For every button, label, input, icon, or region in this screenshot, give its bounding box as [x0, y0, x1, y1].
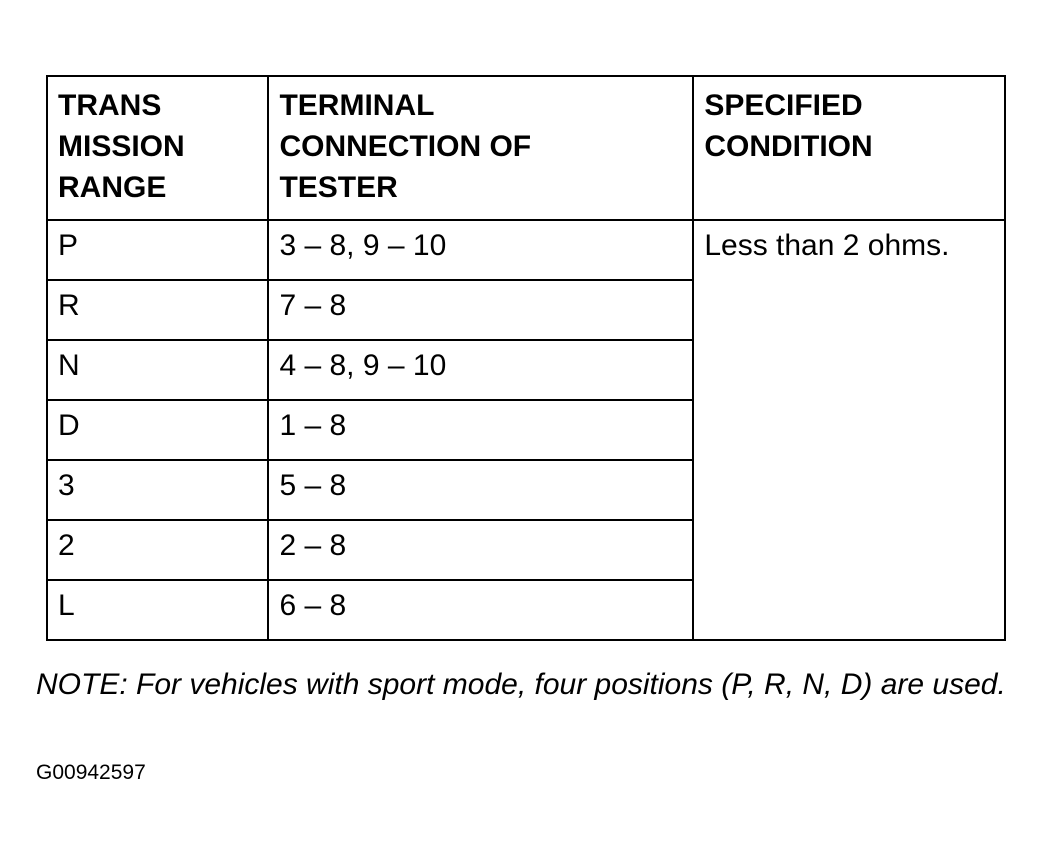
terminal-value: 2 – 8: [279, 529, 347, 562]
terminal-cell: [268, 280, 693, 340]
figure-id: G00942597: [36, 761, 146, 784]
range-value: 3: [58, 469, 75, 502]
range-value: L: [58, 589, 75, 622]
range-value: P: [58, 229, 79, 262]
range-value: D: [58, 409, 80, 442]
range-cell: [47, 460, 268, 520]
terminal-value: 6 – 8: [279, 589, 347, 622]
terminal-cell: [268, 460, 693, 520]
range-cell: [47, 220, 268, 280]
header-line: CONNECTION OF: [279, 130, 532, 163]
header-line: TRANS: [58, 89, 162, 122]
header-line: CONDITION: [704, 130, 873, 163]
terminal-value: 1 – 8: [279, 409, 347, 442]
terminal-cell: [268, 340, 693, 400]
range-value: 2: [58, 529, 75, 562]
header-specified-condition: [693, 76, 1005, 220]
terminal-value: 7 – 8: [279, 289, 347, 322]
specification-table: [46, 75, 1006, 641]
range-cell: [47, 580, 268, 640]
range-cell: [47, 280, 268, 340]
header-line: SPECIFIED: [704, 89, 863, 122]
condition-value: Less than 2 ohms.: [704, 229, 950, 262]
range-cell: [47, 520, 268, 580]
header-line: RANGE: [58, 171, 167, 204]
header-line: TERMINAL: [279, 89, 435, 122]
terminal-cell: [268, 400, 693, 460]
table-row: [47, 220, 1005, 280]
header-line: MISSION: [58, 130, 185, 163]
terminal-cell: [268, 520, 693, 580]
header-line: TESTER: [279, 171, 398, 204]
range-cell: [47, 340, 268, 400]
terminal-cell: [268, 220, 693, 280]
terminal-value: 3 – 8, 9 – 10: [279, 229, 447, 262]
terminal-value: 4 – 8, 9 – 10: [279, 349, 447, 382]
range-value: N: [58, 349, 80, 382]
condition-cell: [693, 220, 1005, 640]
range-value: R: [58, 289, 80, 322]
table-header-row: [47, 76, 1005, 220]
note-text: NOTE: For vehicles with sport mode, four positions (P, R, N, D) are used.: [36, 668, 1006, 701]
terminal-cell: [268, 580, 693, 640]
header-terminal-connection: [268, 76, 693, 220]
range-cell: [47, 400, 268, 460]
header-transmission-range: [47, 76, 268, 220]
terminal-value: 5 – 8: [279, 469, 347, 502]
